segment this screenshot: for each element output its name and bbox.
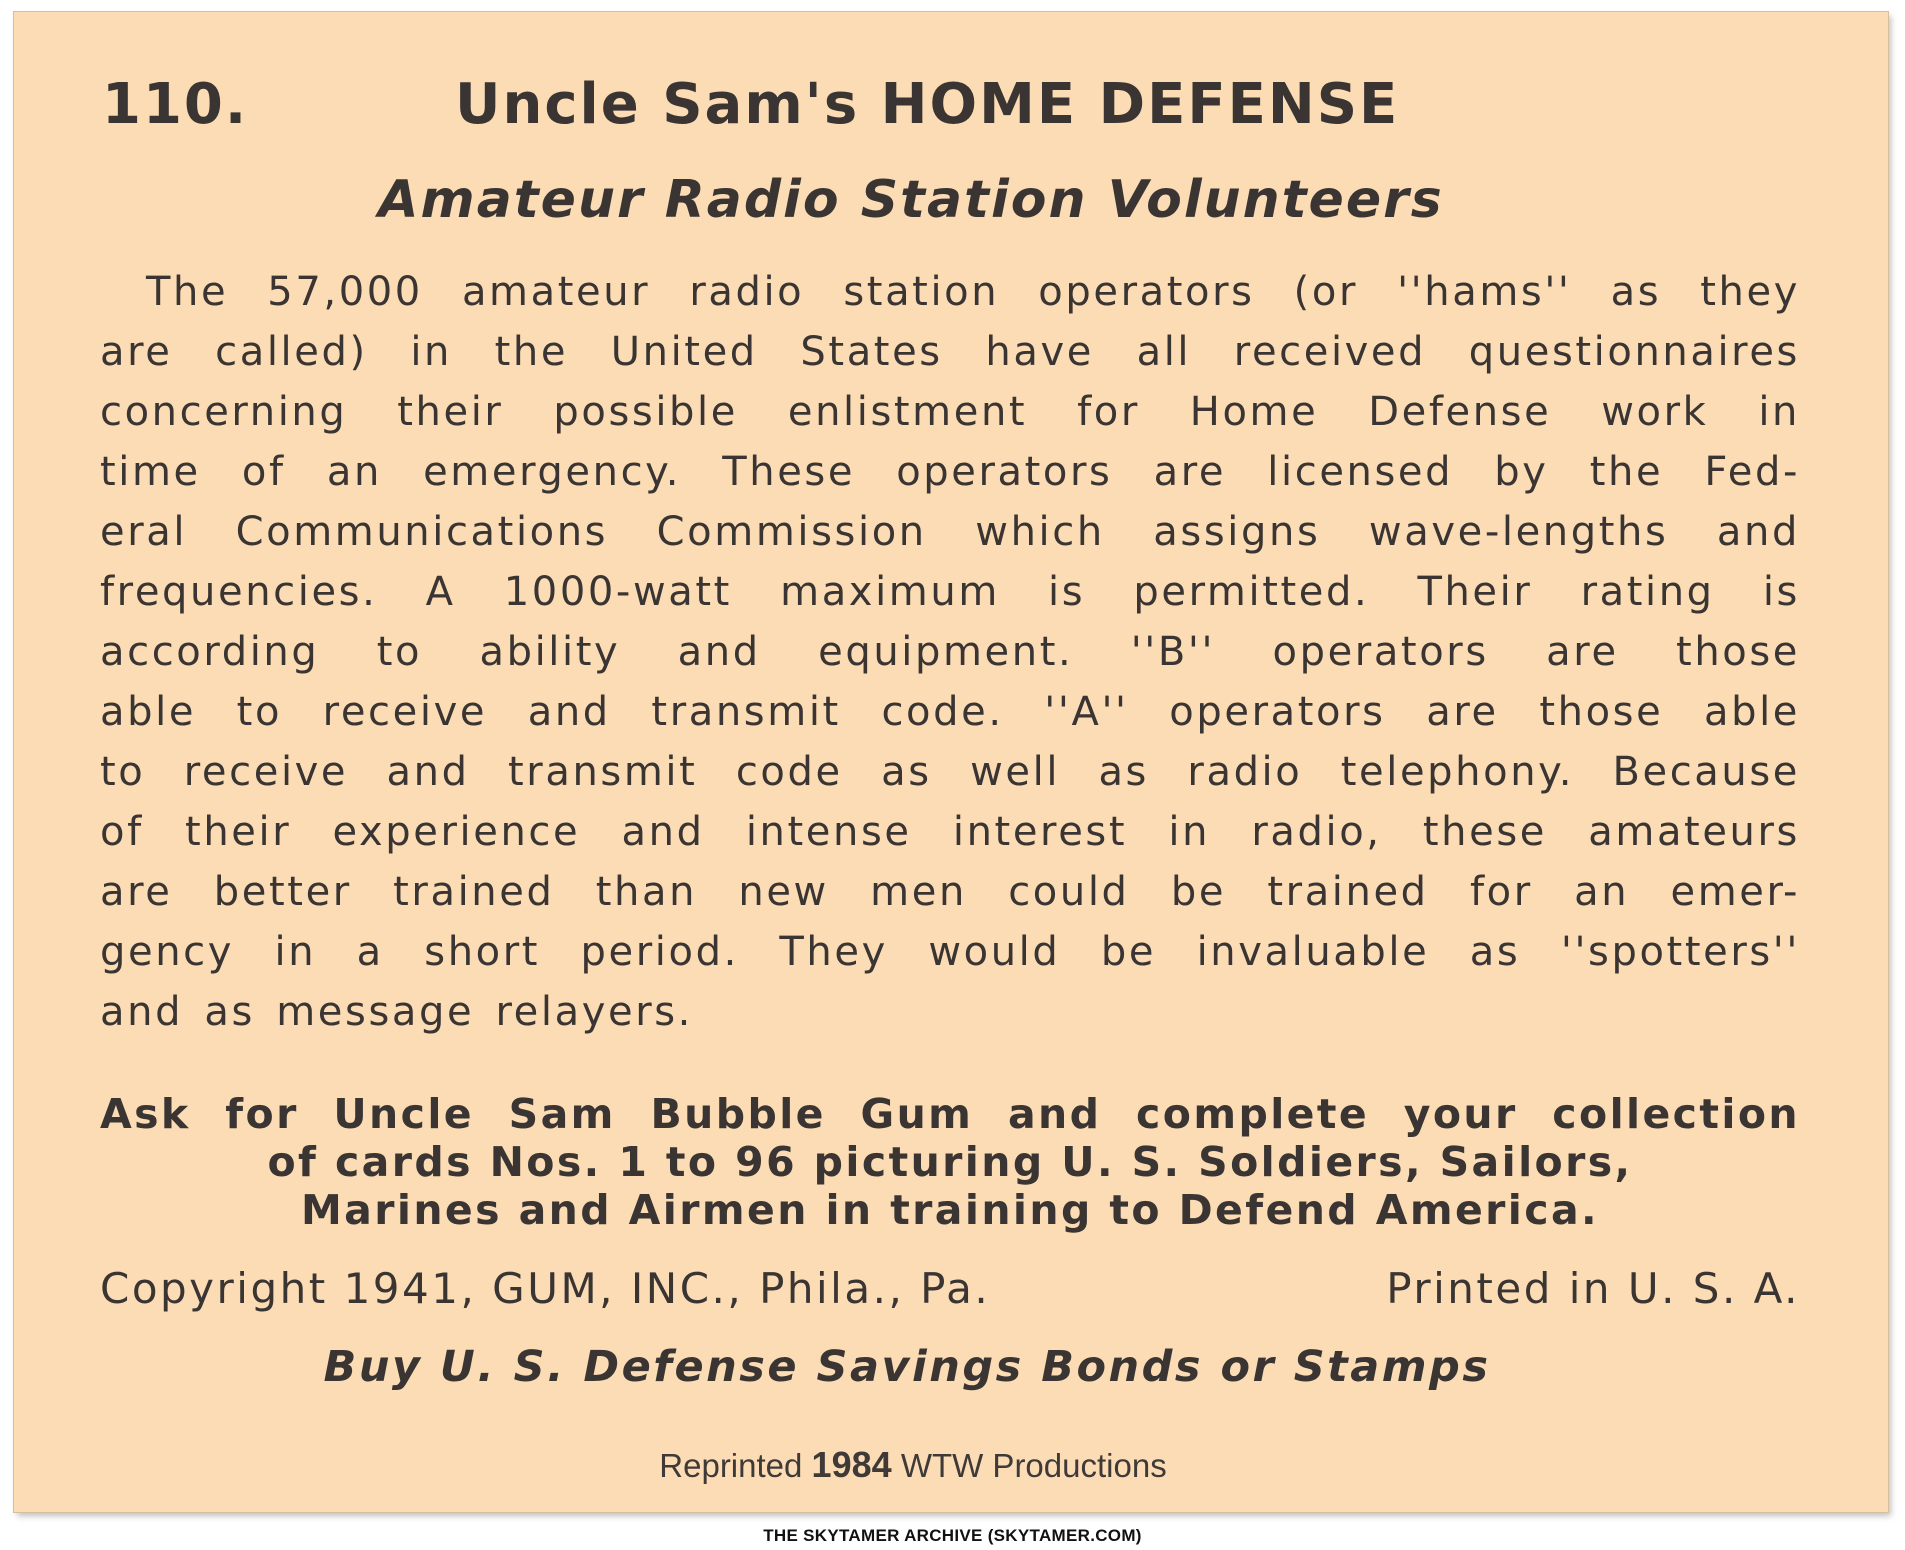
description-line: time of an emergency. These operators are licensed by the Fed- xyxy=(100,449,1800,495)
card-subtitle: Amateur Radio Station Volunteers xyxy=(378,170,1444,230)
archive-credit: THE SKYTAMER ARCHIVE (SKYTAMER.COM) xyxy=(763,1526,1142,1545)
description-line: The 57,000 amateur radio station operators (or ''hams'' as they xyxy=(146,269,1800,315)
description-line: to receive and transmit code as well as radio telephony. Because xyxy=(100,749,1800,795)
description-line: eral Communications Commission which assigns wave-lengths and xyxy=(100,509,1800,555)
card-number: 110. xyxy=(102,72,249,137)
description-line: concerning their possible enlistment for Home Defense work in xyxy=(100,389,1800,435)
promo-text xyxy=(100,1090,1800,1234)
card-back xyxy=(14,12,1888,1512)
description-line: are called) in the United States have all received questionnaires xyxy=(100,329,1800,375)
description-line: gency in a short period. They would be invaluable as ''spotters'' xyxy=(100,929,1800,975)
reprint-prefix: Reprinted xyxy=(659,1447,803,1484)
copyright-row xyxy=(100,1264,1800,1320)
description-line: are better trained than new men could be trained for an emer- xyxy=(100,869,1800,915)
description-line: of their experience and intense interest in radio, these amateurs xyxy=(100,809,1800,855)
copyright-notice: Copyright 1941, GUM, INC., Phila., Pa. xyxy=(100,1264,991,1313)
description-line: and as message relayers. xyxy=(100,989,693,1035)
card-header xyxy=(102,72,1802,162)
promo-line: of cards Nos. 1 to 96 picturing U. S. Soldiers, Sailors, xyxy=(267,1138,1633,1186)
promo-line: Marines and Airmen in training to Defend America. xyxy=(300,1186,1599,1234)
reprint-notice xyxy=(0,1444,1850,1486)
description-line: according to ability and equipment. ''B'' operators are those xyxy=(100,629,1800,675)
description-line: frequencies. A 1000-watt maximum is permitted. Their rating is xyxy=(100,569,1800,615)
reprint-publisher: WTW Productions xyxy=(900,1447,1167,1484)
printed-in-notice: Printed in U. S. A. xyxy=(1386,1264,1800,1313)
reprint-year: 1984 xyxy=(811,1444,892,1485)
card-title: Uncle Sam's HOME DEFENSE xyxy=(455,72,1400,137)
bonds-slogan: Buy U. S. Defense Savings Bonds or Stamps xyxy=(323,1342,1491,1392)
promo-line: Ask for Uncle Sam Bubble Gum and complete your collection xyxy=(100,1090,1800,1138)
card-description xyxy=(100,262,1800,1042)
description-line: able to receive and transmit code. ''A'' operators are those able xyxy=(100,689,1800,735)
